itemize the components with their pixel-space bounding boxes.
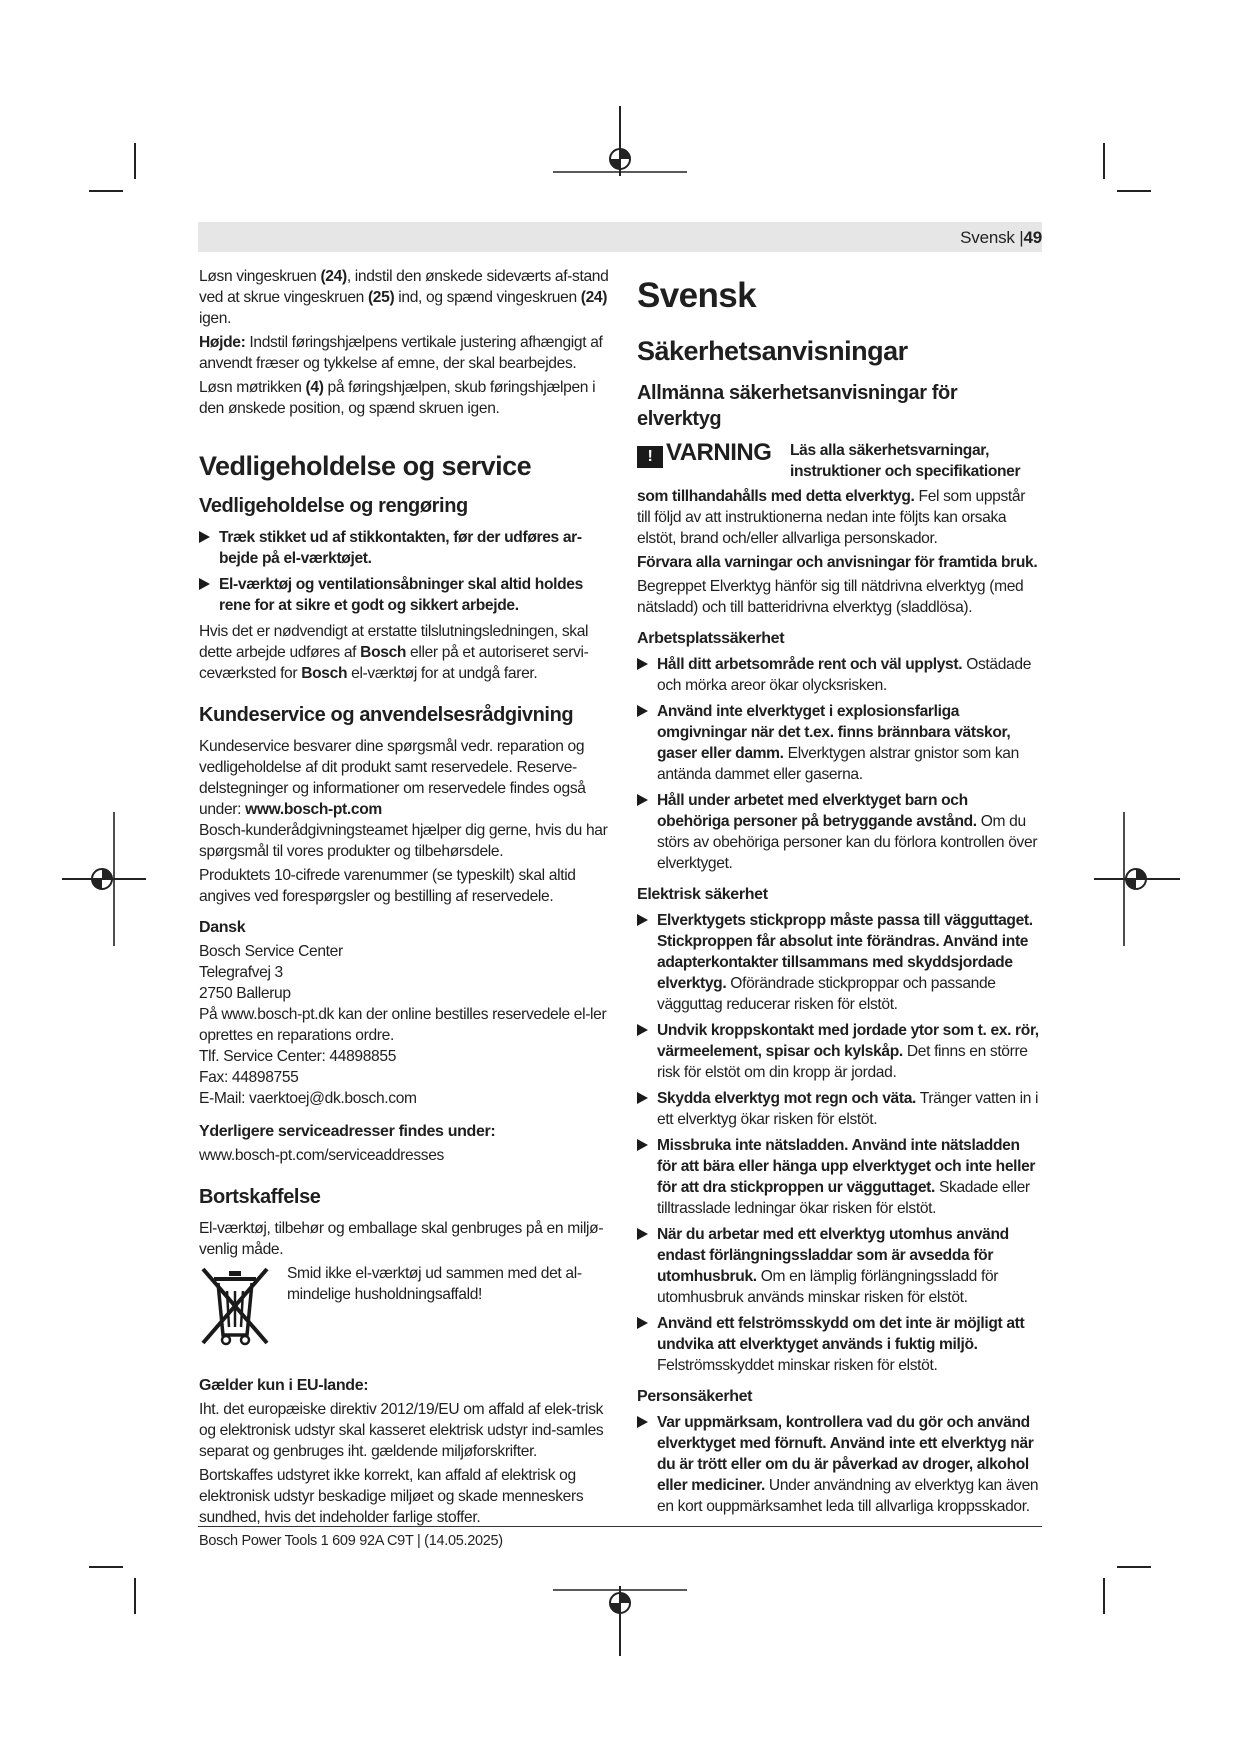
bullet-icon xyxy=(637,1416,648,1428)
paragraph: Bortskaffes udstyret ikke korrekt, kan affald af elektrisk og elektronisk udstyr beskadige miljøet og skade menneskers sundhed, hvis det indeholder farlige stoffer. xyxy=(199,1467,584,1526)
subsection-heading: Allmänna säkerhetsanvisningar för elverktyg xyxy=(637,382,958,430)
crop-mark xyxy=(134,1578,136,1614)
weee-text: Smid ikke el-værktøj ud sammen med det al-mindelige husholdningsaffald! xyxy=(287,1265,582,1303)
registration-mark-left xyxy=(62,812,146,946)
paragraph: Förvara alla varningar och anvisningar för framtida bruk. xyxy=(637,554,1038,571)
registration-mark-bottom xyxy=(553,1570,687,1656)
bullet-icon xyxy=(637,658,648,670)
footer-rule xyxy=(198,1526,1042,1527)
list-item: Elverktygets stickpropp måste passa till vägguttaget. Stickproppen får absolut inte förändras. Använd inte adapterkontakter tillsammans med skyddsjordade elverktyg. Oförändrade stickproppar och passande vägguttag reducerar risken för elstöt. xyxy=(637,910,1042,1015)
paragraph: Hvis det er nødvendigt at erstatte tilslutningsledningen, skal dette arbejde udføres af Bosch eller på et autoriseret servi-ceværksted for Bosch el-værktøj for at undgå farer. xyxy=(199,623,589,682)
address-line: På www.bosch-pt.dk kan der online bestilles reservedele el-ler oprettes en reparations ordre. xyxy=(199,1006,607,1044)
bullet-icon xyxy=(637,794,648,806)
header-section: Svensk xyxy=(960,228,1015,247)
paragraph: Løsn vingeskruen (24), indstil den ønskede sideværts af-stand ved at skrue vingeskruen (25) ind, og spænd vingeskruen (24) igen. xyxy=(199,268,609,327)
section-heading: Säkerhetsanvisningar xyxy=(637,336,908,366)
bullet-icon xyxy=(637,1139,648,1151)
paragraph: Bosch-kunderådgivningsteamet hjælper dig gerne, hvis du har spørgsmål til vores produkter og tilbehørsdele. xyxy=(199,822,608,860)
list-item: Undvik kroppskontakt med jordade ytor som t. ex. rör, värmeelement, spisar och kylskåp. Det finns en större risk för elstöt om din kropp är jordad. xyxy=(637,1020,1042,1083)
warning-lead: Läs alla säkerhetsvarningar, instruktioner och specifikationer xyxy=(790,442,1021,480)
bullet-icon xyxy=(637,1228,648,1240)
crop-mark xyxy=(1117,1566,1151,1568)
weee-notice xyxy=(199,1263,609,1361)
bullet-icon xyxy=(637,1092,648,1104)
registration-mark-right xyxy=(1094,812,1180,946)
crop-mark xyxy=(1103,1578,1105,1614)
list-item: Var uppmärksam, kontrollera vad du gör och använd elverktyget med förnuft. Använd inte ett elverktyg när du är trött eller om du är påverkad av droger, alkohol eller mediciner. Under användning av elverktyg kan även en kort ouppmärksamhet leda till allvarliga kroppsskador. xyxy=(637,1412,1042,1517)
eu-label: Gælder kun i EU-lande: xyxy=(199,1377,369,1394)
crop-mark xyxy=(1103,143,1105,179)
warning-label: VARNING xyxy=(666,439,772,466)
subsection-heading: Bortskaffelse xyxy=(199,1186,321,1208)
running-header xyxy=(960,228,1042,248)
paragraph: som tillhandahålls med detta elverktyg. Fel som uppstår till följd av att instruktionerna nedan inte följts kan orsaka elstöt, brand och/eller allvarliga personskador. xyxy=(637,488,1026,547)
link[interactable]: www.bosch-pt.com xyxy=(245,801,382,818)
paragraph: Løsn møtrikken (4) på føringshjælpen, skub føringshjælpen i den ønskede position, og spænd skruen igen. xyxy=(199,379,596,417)
list-item: När du arbetar med ett elverktyg utomhus använd endast förlängningssladdar som är avsedda för utomhusbruk. Om en lämplig förlängningssladd för utomhusbruk används minskar risken för elstöt. xyxy=(637,1224,1042,1308)
section-heading: Vedligeholdelse og service xyxy=(199,451,532,481)
crop-mark xyxy=(89,1566,123,1568)
bullet-icon xyxy=(199,531,210,543)
list-item: Missbruka inte nätsladden. Använd inte nätsladden för att bära eller hänga upp elverktyget och inte heller för att dra stickproppen ur vägguttaget. Skadade eller tilltrasslade ledningar ökar risken för elstöt. xyxy=(637,1135,1042,1219)
warning-block xyxy=(637,440,1042,486)
paragraph: Højde: Indstil føringshjælpens vertikale justering afhængigt af anvendt fræser og tykkelse af emne, der skal bearbejdes. xyxy=(199,334,603,372)
paragraph: Kundeservice besvarer dine spørgsmål vedr. reparation og vedligeholdelse af dit produkt samt reservedele. Reserve-delstegninger og informationer om reservedele findes også under: www.bosch-pt.com xyxy=(199,738,586,818)
bullet-icon xyxy=(637,1317,648,1329)
paragraph: Iht. det europæiske direktiv 2012/19/EU om affald af elek-trisk og elektronisk udstyr skal kasseret elektrisk udstyr ind-samles separat og genbruges iht. gældende miljøforskrifter. xyxy=(199,1401,604,1460)
paragraph: El-værktøj, tilbehør og emballage skal genbruges på en miljø-venlig måde. xyxy=(199,1220,604,1258)
address-line: Fax: 44898755 xyxy=(199,1069,299,1086)
page-title: Svensk xyxy=(637,276,756,315)
registration-mark-top xyxy=(553,106,687,196)
address-country: Dansk xyxy=(199,919,246,936)
list-item: Skydda elverktyg mot regn och väta. Tränger vatten in i ett elverktyg ökar risken för elstöt. xyxy=(637,1088,1042,1130)
subsection-heading: Kundeservice og anvendelsesrådgivning xyxy=(199,704,574,726)
header-separator: | xyxy=(1019,228,1024,247)
crop-mark xyxy=(89,190,123,192)
list-item: Træk stikket ud af stikkontakten, før der udføres ar-bejde på el-værktøjet. xyxy=(199,527,609,569)
warning-icon: ! xyxy=(637,446,663,468)
bullet-icon xyxy=(199,578,210,590)
bullet-icon xyxy=(637,1024,648,1036)
address-line: E-Mail: vaerktoej@dk.bosch.com xyxy=(199,1090,417,1107)
bullet-icon xyxy=(637,914,648,926)
list-item: Håll ditt arbetsområde rent och väl upplyst. Ostädade och mörka areor ökar olycksrisken. xyxy=(637,654,1042,696)
list-item: Håll under arbetet med elverktyget barn och obehöriga personer på betryggande avstånd. Om du störs av obehöriga personer kan du förlora kontrollen över elverktyget. xyxy=(637,790,1042,874)
crop-mark xyxy=(134,143,136,179)
address-line: Bosch Service Center xyxy=(199,943,343,960)
page-number: 49 xyxy=(1023,228,1042,247)
list-item: Använd ett felströmsskydd om det inte är möjligt att undvika att elverktyget används i fuktig miljö. Felströmsskyddet minskar risken för elstöt. xyxy=(637,1313,1042,1376)
paragraph: Produktets 10-cifrede varenummer (se typeskilt) skal altid angives ved forespørgsler og bestilling af reservedele. xyxy=(199,867,576,905)
list-item: El-værktøj og ventilationsåbninger skal altid holdes rene for at sikre et godt og sikkert arbejde. xyxy=(199,574,609,616)
address-line: Tlf. Service Center: 44898855 xyxy=(199,1048,397,1065)
bullet-icon xyxy=(637,705,648,717)
more-addresses-label: Yderligere serviceadresser findes under: xyxy=(199,1123,496,1140)
subsection-heading: Arbetsplatssäkerhet xyxy=(637,630,785,647)
crossed-bin-icon xyxy=(199,1263,271,1351)
subsection-heading: Personsäkerhet xyxy=(637,1388,753,1405)
address-line: 2750 Ballerup xyxy=(199,985,291,1002)
link[interactable]: www.bosch-pt.com/serviceaddresses xyxy=(199,1147,444,1164)
crop-mark xyxy=(1117,190,1151,192)
list-item: Använd inte elverktyget i explosionsfarliga omgivningar när det t.ex. finns brännbara vätskor, gaser eller damm. Elverktygen alstrar gnistor som kan antända dammet eller gaserna. xyxy=(637,701,1042,785)
paragraph: Begreppet Elverktyg hänför sig till nätdrivna elverktyg (med nätsladd) och till batteridrivna elverktyg (sladdlösa). xyxy=(637,578,1024,616)
left-column xyxy=(199,266,609,1531)
header-bar xyxy=(198,222,1042,252)
subsection-heading: Vedligeholdelse og rengøring xyxy=(199,495,468,517)
footer-text: Bosch Power Tools 1 609 92A C9T | (14.05.2025) xyxy=(199,1533,503,1549)
subsection-heading: Elektrisk säkerhet xyxy=(637,886,768,903)
address-line: Telegrafvej 3 xyxy=(199,964,283,981)
right-column xyxy=(637,264,1042,1522)
